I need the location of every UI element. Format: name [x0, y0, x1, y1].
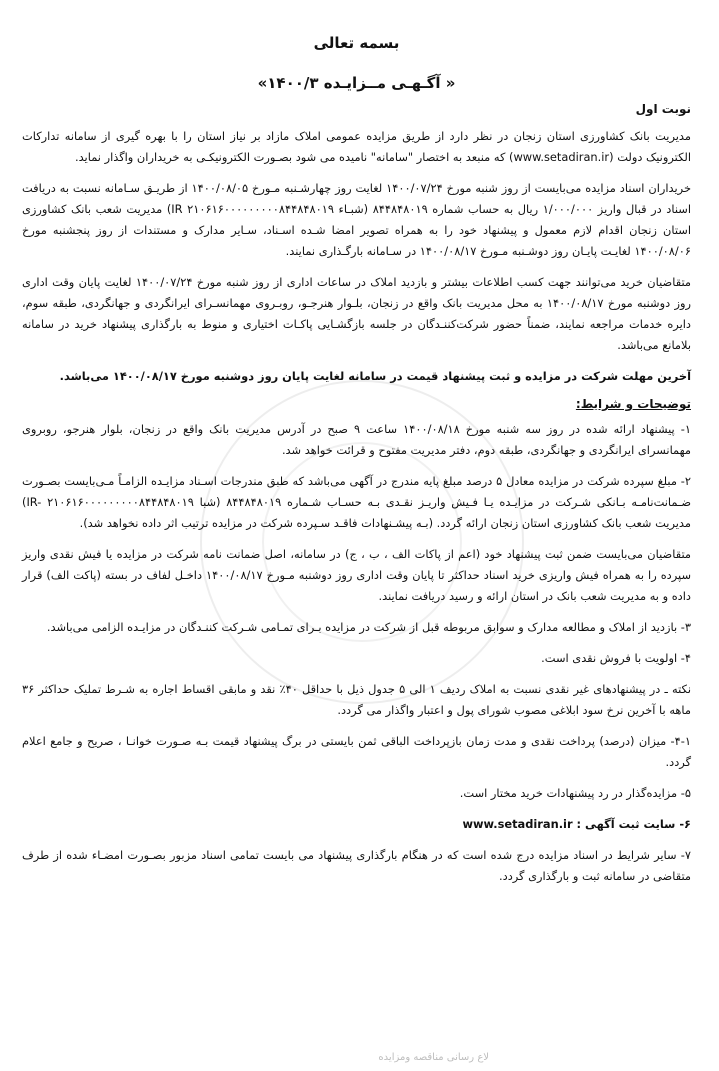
condition-3: ۳- بازدید از املاک و مطالعه مدارک و سوابق مربوطه قبل از شرکت در مزایده بـرای تمـامی شـرکت کننـدگان در مزایـده الزامی می‌باشد. — [46, 620, 691, 634]
condition-5: ۵- مزایده‌گذار در رد پیشنهادات خرید مختار است. — [459, 786, 691, 800]
condition-2: ۲- مبلغ سپرده شرکت در مزایده معادل ۵ درصد مبلغ پایه مندرج در آگهی می‌باشد که طبق مندرجات اسـناد مزایـده الزامـاً مـی‌بایست بصـورت ضـمانت‌نامـه بـانکی شـرکت در مزایـده یـا فـیش واریـز نقـدی بـه حسـاب شـماره ۸۴۴۸۴۸۰۱۹ (شبا IR- ۲۱۰۶۱۶۰۰۰۰۰۰۰۰۰۸۴۴۸۴۸۰۱۹) مدیریت شعب بانک کشاورزی استان زنجان ارائه گردد. (بـه پیشـنهادات فاقـد سـپرده شرکت در مزایده ترتیب اثر داده نخواهد شد). — [22, 474, 691, 530]
notice-title: « آگـهـی مــزایـده ۱۴۰۰/۳» — [257, 74, 456, 92]
condition-2-continued: متقاضیان می‌بایست ضمن ثبت پیشنهاد خود (اعم از پاکات الف ، ب ، ج) در سامانه، اصل ضمانت نامه شرکت در مزایده یا فیش نقدی واریز سپرده را به همراه فیش واریزی خرید اسناد حداکثر تا پایان وقت اداری روز دوشنبه مـورخ ۱۴۰۰/۰۸/۱۷ داخـل لفاف در بسته (پاکت الف) قرار داده و به مدیریت شعب بانک در استان ارائه و رسید دریافت نمایند. — [22, 547, 691, 603]
deadline-paragraph: آخرین مهلت شرکت در مزایده و ثبت پیشنهاد قیمت در سامانه لغایت پایان روز دوشنبه مورخ ۱۴۰۰/۰۸/۱۷ می‌باشد. — [59, 369, 691, 383]
note-paragraph: نکته ـ در پیشنهادهای غیر نقدی نسبت به املاک ردیف ۱ الی ۵ جدول ذیل با حداقل ۴۰٪ نقد و مابقی اقساط اجاره به شـرط تملیک حداکثر ۳۶ ماهه با آخرین نرخ سود ابلاغی مصوب شورای پول و اعتبار واگذار می گردد. — [22, 682, 692, 717]
condition-6: ۶- سایت ثبت آگهی : www.setadiran.ir — [462, 817, 691, 831]
turn-label: نوبت اول — [635, 102, 691, 116]
visit-paragraph: متقاضیان خرید می‌توانند جهت کسب اطلاعات بیشتر و بازدید املاک در ساعات اداری از روز شنبه مورخ ۱۴۰۰/۰۷/۲۴ لغایت پایان وقت اداری روز دوشنبه مورخ ۱۴۰۰/۰۸/۱۷ به محل مدیریت بانک واقع در زنجان، بلـوار هنرجـو، روبـروی مهمانسـرای ایرانگردی و جهانگردی، طبقه سوم، دایره خدمات مراجعه نمایند، ضمناً حضور شرکت‌کننـدگان در جلسه بازگشـایی پاکـات اختیاری و منوط به بارگذاری پیشنهاد خرید در سامانه بلامانع می‌باشد. — [22, 275, 692, 352]
documents-paragraph: خریداران اسناد مزایده می‌بایست از روز شنبه مورخ ۱۴۰۰/۰۷/۲۴ لغایت روز چهارشـنبه مـورخ ۱۴۰۰/۰۸/۰۵ از طریـق سـامانه نسبت به دریافت اسناد در قبال واریز ۱/۰۰۰/۰۰۰ ریال به حساب شماره ۸۴۴۸۴۸۰۱۹ (شبـاء ۲۱۰۶۱۶۰۰۰۰۰۰۰۰۰۸۴۴۸۴۸۰۱۹ IR) مدیریت شعب بانک کشاورزی استان زنجان اقدام لازم معمول و پیشنهاد خود را به همراه تصویر امضا شـده اسـناد، سـایر مدارک و مستندات از روز پنجشنبه مورخ ۱۴۰۰/۰۸/۰۶ لغایـت پایـان روز دوشـنبه مـورخ ۱۴۰۰/۰۸/۱۷ در سـامانه بارگـذاری نمایند. — [22, 181, 692, 258]
conditions-title: توضیحات و شرایط: — [575, 397, 691, 411]
bottom-watermark-text: لاع رسانی مناقصه ومزایده — [378, 1052, 489, 1063]
condition-7: ۷- سایر شرایط در اسناد مزایده درج شده است که در هنگام بارگذاری پیشنهاد می بایست تمامی اسناد مزبور بصـورت امضـاء شده از طرف متقاضی در سامانه ثبت و بارگذاری گردد. — [22, 848, 691, 883]
bismillah-heading: بسمه تعالی — [313, 34, 400, 52]
condition-1: ۱- پیشنهاد ارائه شده در روز سه شنبه مورخ ۱۴۰۰/۰۸/۱۸ ساعت ۹ صبح در آدرس مدیریت بانک واقع در زنجان، بلوار هنرجو، روبروی مهمانسرای ایرانگردی و جهانگردی، طبقه دوم، دفتر مدیریت مفتوح و قرائت خواهد شد. — [22, 422, 691, 457]
intro-paragraph: مدیریت بانک کشاورزی استان زنجان در نظر دارد از طریق مزایده عمومی املاک مازاد بر نیاز استان را با بهره گیری از سامانه تدارکات الکترونیک دولت (www.setadiran.ir) که منبعد به اختصار "سامانه" نامیده می شود بصـورت الکترونیکـی به خریداران واگذار نماید. — [22, 129, 691, 164]
condition-4-1: ۴-۱- میزان (درصد) پرداخت نقدی و مدت زمان بازپرداخت الباقی ثمن بایستی در برگ پیشنهاد قیمت بـه صـورت خوانـا ، صریح و جامع اعلام گردد. — [22, 734, 691, 769]
condition-4: ۴- اولویت با فروش نقدی است. — [541, 651, 691, 665]
